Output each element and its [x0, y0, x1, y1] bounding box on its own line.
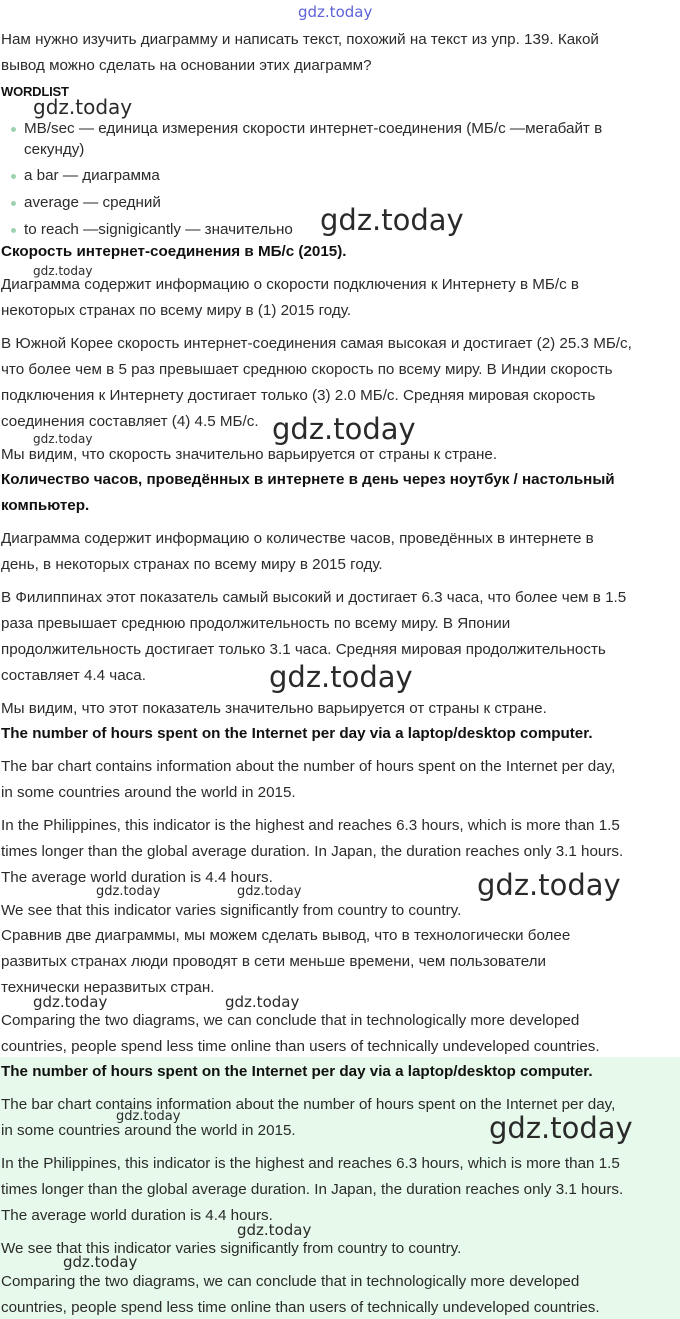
watermark-text: gdz.today — [477, 868, 621, 902]
answer-line: times longer than the global average duration. In Japan, the duration reaches only 3.1 hours. — [1, 1181, 624, 1198]
bullet-icon — [11, 127, 16, 132]
paragraph-line: некоторых странах по всему миру в (1) 2015 году. — [1, 302, 352, 319]
watermark-text: gdz.today — [63, 1253, 138, 1271]
paragraph-line: развитых странах люди проводят в сети меньше времени, чем пользователи — [1, 953, 547, 970]
paragraph-line: In the Philippines, this indicator is the highest and reaches 6.3 hours, which is more than 1.5 — [1, 817, 620, 834]
section-heading: Количество часов, проведённых в интернете в день через ноутбук / настольный — [1, 471, 615, 488]
paragraph-line: подключения к Интернету достигает только (3) 2.0 МБ/с. Средняя мировая скорость — [1, 387, 596, 404]
question-line: Нам нужно изучить диаграмму и написать текст, похожий на текст из упр. 139. Какой — [1, 31, 599, 48]
watermark-text: gdz.today — [33, 993, 108, 1011]
paragraph-line: раза превышает среднюю продолжительность по всему миру. В Японии — [1, 615, 511, 632]
wordlist-item: a bar — диаграмма — [24, 167, 160, 184]
wordlist-item: MB/sec — единица измерения скорости интернет-соединения (МБ/с —мегабайт в — [24, 120, 603, 137]
paragraph-line: in some countries around the world in 2015. — [1, 784, 296, 801]
watermark-text: gdz.today — [96, 884, 161, 899]
watermark-text: gdz.today — [298, 3, 373, 21]
bullet-icon — [11, 201, 16, 206]
paragraph-line: Диаграмма содержит информацию о количестве часов, проведённых в интернете в — [1, 530, 594, 547]
wordlist-item: to reach —signigicantly — значительно — [24, 221, 293, 238]
paragraph-line: The bar chart contains information about the number of hours spent on the Internet per day, — [1, 758, 616, 775]
watermark-text: gdz.today — [489, 1111, 633, 1145]
paragraph-line: Мы видим, что этот показатель значительно варьируется от страны к стране. — [1, 700, 547, 717]
paragraph-line: We see that this indicator varies significantly from country to country. — [1, 902, 462, 919]
watermark-text: gdz.today — [33, 95, 133, 119]
wordlist-title: WORDLIST — [1, 84, 69, 99]
answer-line: in some countries around the world in 2015. — [1, 1122, 296, 1139]
paragraph-line: В Филиппинах этот показатель самый высокий и достигает 6.3 часа, что более чем в 1.5 — [1, 589, 627, 606]
paragraph-line: Мы видим, что скорость значительно варьируется от страны к стране. — [1, 446, 498, 463]
question-line: вывод можно сделать на основании этих диаграмм? — [1, 57, 372, 74]
answer-line: Comparing the two diagrams, we can conclude that in technologically more developed — [1, 1273, 580, 1290]
answer-line: The average world duration is 4.4 hours. — [1, 1207, 273, 1224]
watermark-text: gdz.today — [116, 1109, 181, 1124]
watermark-text: gdz.today — [237, 1221, 312, 1239]
paragraph-line: день, в некоторых странах по всему миру в 2015 году. — [1, 556, 383, 573]
section-heading: компьютер. — [1, 497, 90, 514]
section-heading: Скорость интернет-соединения в МБ/с (2015). — [1, 243, 347, 260]
watermark-text: gdz.today — [320, 203, 464, 237]
watermark-text: gdz.today — [272, 412, 416, 446]
watermark-text: gdz.today — [237, 884, 302, 899]
paragraph-line: Сравнив две диаграммы, мы можем сделать вывод, что в технологически более — [1, 927, 571, 944]
bullet-icon — [11, 228, 16, 233]
paragraph-line: times longer than the global average duration. In Japan, the duration reaches only 3.1 hours. — [1, 843, 624, 860]
bullet-icon — [11, 174, 16, 179]
paragraph-line: технически неразвитых стран. — [1, 979, 215, 996]
paragraph-line: countries, people spend less time online than users of technically undeveloped countries. — [1, 1038, 600, 1055]
wordlist-item-cont: секунду) — [24, 141, 85, 158]
answer-line: The bar chart contains information about the number of hours spent on the Internet per day, — [1, 1096, 616, 1113]
paragraph-line: The average world duration is 4.4 hours. — [1, 869, 273, 886]
watermark-text: gdz.today — [33, 432, 93, 446]
paragraph-line: Диаграмма содержит информацию о скорости подключения к Интернету в МБ/с в — [1, 276, 579, 293]
answer-heading: The number of hours spent on the Internet per day via a laptop/desktop computer. — [1, 1063, 593, 1080]
paragraph-line: продолжительность достигает только 3.1 часа. Средняя мировая продолжительность — [1, 641, 606, 658]
paragraph-line: В Южной Корее скорость интернет-соединения самая высокая и достигает (2) 25.3 МБ/с, — [1, 335, 632, 352]
watermark-text: gdz.today — [33, 264, 93, 278]
answer-line: countries, people spend less time online than users of technically undeveloped countries. — [1, 1299, 600, 1316]
paragraph-line: соединения составляет (4) 4.5 МБ/с. — [1, 413, 259, 430]
answer-line: In the Philippines, this indicator is the highest and reaches 6.3 hours, which is more than 1.5 — [1, 1155, 620, 1172]
paragraph-line: Comparing the two diagrams, we can conclude that in technologically more developed — [1, 1012, 580, 1029]
watermark-text: gdz.today — [225, 993, 300, 1011]
watermark-text: gdz.today — [269, 660, 413, 694]
paragraph-line: составляет 4.4 часа. — [1, 667, 146, 684]
wordlist-item: average — средний — [24, 194, 161, 211]
paragraph-line: что более чем в 5 раз превышает среднюю скорость по всему миру. В Индии скорость — [1, 361, 613, 378]
section-heading: The number of hours spent on the Internet per day via a laptop/desktop computer. — [1, 725, 593, 742]
answer-line: We see that this indicator varies significantly from country to country. — [1, 1240, 462, 1257]
